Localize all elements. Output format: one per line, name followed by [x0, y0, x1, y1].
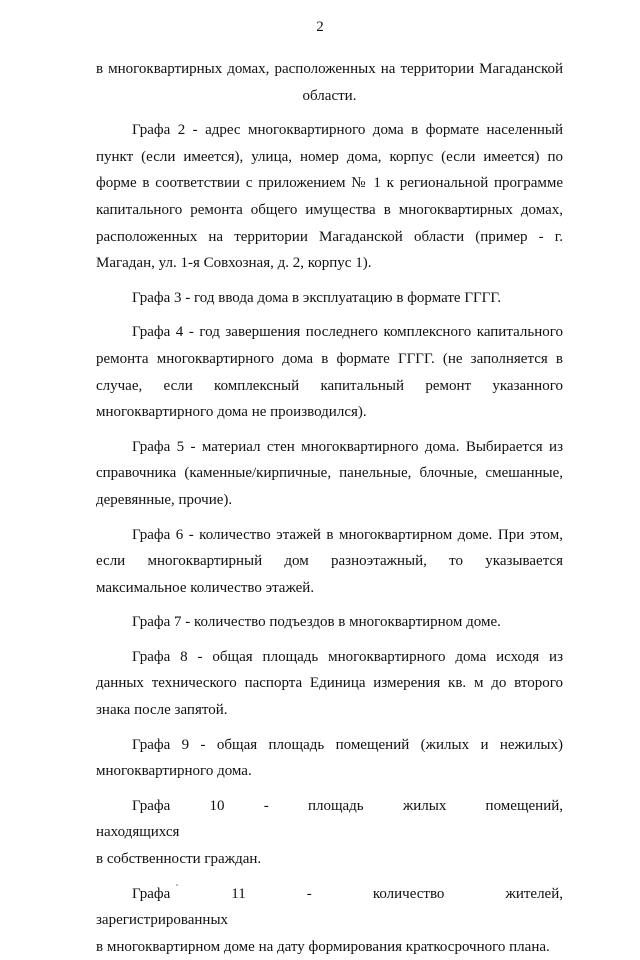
- paragraph-column-10-line-2: в собственности граждан.: [96, 851, 262, 868]
- paragraph-column-5: Графа 5 - материал стен многоквартирного дома. Выбирается из справочника (каменные/кирпичные, панельные, блочные, смешанные, деревянные, прочие).: [96, 438, 563, 508]
- document-body: [96, 56, 563, 960]
- paragraph-column-6: Графа 6 - количество этажей в многоквартирном доме. При этом, если многоквартирный дом разноэтажный, то указывается максимальное количество этажей.: [96, 526, 563, 596]
- paragraph-column-9: Графа 9 - общая площадь помещений (жилых и нежилых) многоквартирного дома.: [96, 736, 563, 780]
- paragraph-column-4: Графа 4 - год завершения последнего комплексного капитального ремонта многоквартирного дома в формате ГГГГ. (не заполняется в случае, если комплексный капитальный ремонт указанного многоквартирного дома не производился).: [96, 324, 563, 421]
- paragraph-column-3: Графа 3 - год ввода дома в эксплуатацию в формате ГГГГ.: [132, 289, 502, 306]
- paragraph-column-11-line-2: в многоквартирном доме на дату формирования краткосрочного плана.: [96, 938, 550, 955]
- paragraph-column-2: Графа 2 - адрес многоквартирного дома в формате населенный пункт (если имеется), улица, номер дома, корпус (если имеется) по форме в соответствии с приложением № 1 к региональной программе капитального ремонта общего имущества в многоквартирных домах, расположенных на территории Магаданской области (пример - г. Магадан, ул. 1-я Совхозная, д. 2, корпус 1).: [96, 122, 563, 272]
- paragraph-continuation-line-2: области.: [302, 87, 357, 104]
- paragraph-column-8: Графа 8 - общая площадь многоквартирного дома исходя из данных технического паспорта Единица измерения кв. м до второго знака после запятой.: [96, 648, 563, 719]
- scan-speck: [176, 884, 178, 886]
- paragraph-column-11-line-1: Графа 11 - количество жителей, зарегистрированных: [96, 885, 563, 929]
- paragraph-continuation-line-1: в многоквартирных домах, расположенных на территории Магаданской: [96, 61, 563, 77]
- page-number: 2: [316, 19, 324, 35]
- paragraph-column-7: Графа 7 - количество подъездов в многоквартирном доме.: [132, 614, 501, 631]
- paragraph-column-10-line-1: Графа 10 - площадь жилых помещений, находящихся: [96, 797, 563, 841]
